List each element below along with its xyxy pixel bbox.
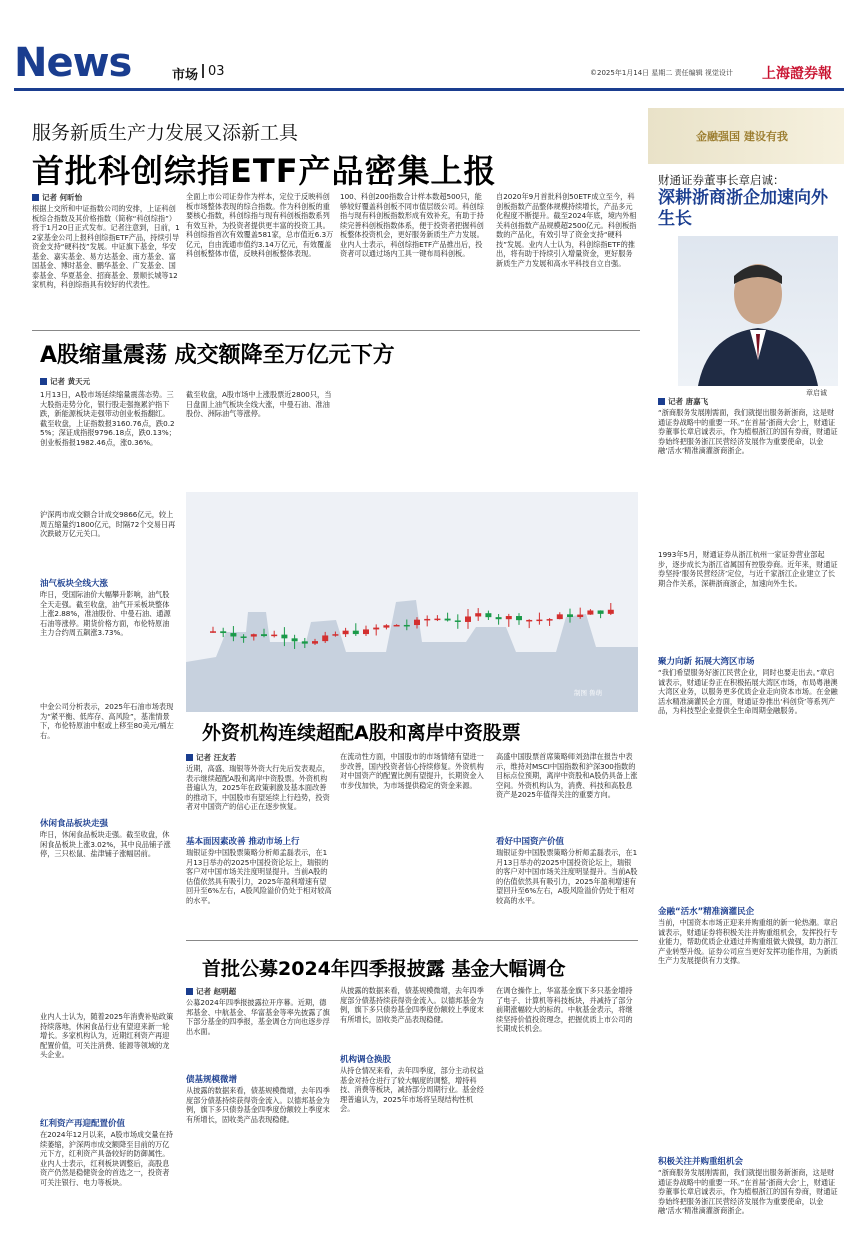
story2-byline: [40, 376, 90, 387]
candle-body: [414, 620, 420, 625]
candle-body: [312, 641, 318, 644]
ad-sub-1: 聚力向新 拓展大湾区市场: [658, 657, 755, 667]
ad-headline: 深耕浙商浙企加速向外生长: [658, 188, 828, 229]
story4-col-2: 从披露的数据来看，债基规模微增，去年四季度部分债基持续获得资金流入。以德邦基金为例，旗下多只债券基金四季度份额较上季度末有所增长，固收类产品表现稳健。: [340, 986, 484, 1024]
candle-body: [577, 615, 583, 617]
lead-col-1: 根据上交所和中证指数公司的安排，上证科创板综合指数及其价格指数（简称“科创综指”）将于1月20日正式发布。记者注意到，日前，12家基金公司上报科创综指ETF产品，持续引导资金支持“硬科技”发展。中证旗下基金，华安基金、嘉实基金、易方达基金、南方基金、富国基金、博时基金、鹏华基金、广发基金、国泰基金、华夏基金、招商基金、景顺长城等12家机构，科创综指具有较好的代表性。: [32, 204, 180, 289]
candle-body: [506, 616, 512, 619]
ad-para-3: “我们希望服务好浙江民营企业，同时也要走出去。”章启诚表示，财通证券正在积极拓展大湾区市场，布局粤港澳大湾区业务，以服务更多优质企业走向资本市场。在金融活水精准滴灌民企方面，财通证券推出‘科创贷’等系列产品，为科技型企业提供全生命周期金融服务。: [658, 668, 838, 715]
ad-panel: [648, 108, 844, 1248]
candle-body: [404, 625, 410, 627]
ad-para-2: 1993年5月，财通证券从浙江杭州一家证券营业部起步，逐步成长为浙江省属国有控股券商。近年来，财通证券坚持‘服务民营经济’定位，与近千家浙江企业建立了长期合作关系，深耕浙商浙企，加速向外生长。: [658, 550, 838, 588]
byline-marker-icon: [32, 194, 39, 201]
candle-body: [230, 633, 236, 636]
candle-body: [383, 625, 389, 627]
story2-para-7: 在2024年12月以来，A股市场成交量在持续萎缩，沪深两市成交额降至目前的万亿元下方，红利资产具备较好的防御属性。业内人士表示，红利板块调整后，高股息资产仍然是稳健资金的首选之一，投资者可关注银行、电力等板块。: [40, 1130, 173, 1187]
candle-body: [220, 631, 226, 633]
lead-byline: [32, 192, 82, 203]
story2-para-5: 昨日，休闲食品板块走强。截至收盘，休闲食品板块上涨3.02%，其中良品铺子涨停，三只松鼠、盐津铺子涨幅居前。: [40, 830, 171, 858]
lead-col-4: 自2020年9月首批科创50ETF成立至今，科创板指数产品整体规模持续增长，产品多元化程度不断提升。截至2024年底，境内外相关科创指数产品规模超2500亿元。科创板指数的产品化，有效引导了资金支持“硬科技”发展。业内人士认为，科创综指ETF的推出，将有助于持续引入增量资金，更好服务新质生产力发展和高水平科技自立自强。: [496, 192, 637, 268]
story2-divider: [32, 330, 640, 331]
story2-headline: A股缩量震荡 成交额降至万亿元下方: [40, 343, 395, 368]
story4-headline: 首批公募2024年四季报披露 基金大幅调仓: [202, 958, 566, 980]
lead-headline: 首批科创综指ETF产品密集上报: [32, 152, 497, 190]
story4-col-1: 公募2024年四季报披露拉开序幕。近期，德邦基金、中航基金、华富基金等率先披露了旗下部分基金的四季报，基金调仓方向也逐步浮出水面。: [186, 998, 330, 1036]
candle-body: [394, 625, 400, 627]
candle-body: [332, 634, 338, 636]
candle-body: [353, 631, 359, 634]
candle-body: [608, 610, 614, 614]
ad-byline: [658, 396, 708, 407]
candle-body: [292, 638, 298, 641]
story2-byline-text: 记者 黄天元: [50, 377, 91, 386]
story2-para-6: 业内人士认为，随着2025年消费补贴政策持续落地，休闲食品行业有望迎来新一轮增长。多家机构认为，近期红利资产再迎配置价值，可关注消费、能源等领域的龙头企业。: [40, 1012, 174, 1059]
news-logo: News: [14, 40, 132, 86]
chart-source: 制图 鲁萌: [574, 689, 603, 697]
candle-body: [547, 619, 553, 621]
lead-col-2: 全面上市公司证券作为样本，定位于反映科创板市场整体表现的综合指数。作为科创板的重要核心指数，科创综指与现有科创板指数系列有效互补，为投资者提供更丰富的投资工具。科创综指首次有效覆盖581家，总市值近6.3万亿元，自由流通市值约3.14万亿元，有效覆盖科创板整体市值，反映科创板整体表现。: [186, 192, 334, 258]
story3-col-3: 高盛中国股票首席策略师刘劲津在报告中表示，维持对MSCI中国指数和沪深300指数的目标点位预期，离岸中资股和A股仍具备上涨空间。外资机构认为，消费、科技和高股息资产是2025年值得关注的重要方向。: [496, 752, 638, 799]
ad-sub-3: 积极关注并购重组机会: [658, 1157, 744, 1167]
candle-body: [496, 617, 502, 619]
story3-col-1: 近期，高盛、瑞银等外资大行先后发表观点，表示继续超配A股和离岸中资股票。外资机构普遍认为，2025年在政策刺激及基本面改善的推动下，中国股市有望延续上行趋势，投资者对中国资产的信心正在逐步恢复。: [186, 764, 330, 811]
candle-body: [363, 629, 369, 634]
candle-body: [455, 620, 461, 622]
byline-marker-icon: [186, 988, 193, 995]
story2-sub-2: 休闲食品板块走强: [40, 819, 109, 829]
person-silhouette-icon: [678, 236, 838, 386]
byline-marker-icon: [658, 398, 665, 405]
story4-col-1b: 从披露的数据来看，债基规模微增，去年四季度部分债基持续获得资金流入。以德邦基金为例，旗下多只债券基金四季度份额较上季度末有所增长，固收类产品表现稳健。: [186, 1086, 330, 1124]
candle-body: [261, 634, 267, 636]
candlestick-chart: [186, 492, 638, 712]
section-divider: [202, 64, 204, 78]
story3-col-3b: 瑞银证券中国股票策略分析师孟磊表示，在1月13日举办的2025中国投资论坛上，瑞银的客户对中国市场关注度明显提升。当前A股的估值依然具有吸引力，2025年盈利增速有望回升至6%左右，A股风险溢价仍处于相对较高的水平。: [496, 848, 638, 905]
story2-sub-3: 红利资产再迎配置价值: [40, 1119, 126, 1129]
portrait-photo: [678, 236, 838, 386]
story2-sub-1: 油气板块全线大涨: [40, 579, 109, 589]
story3-sub-2: 看好中国资产价值: [496, 837, 565, 847]
candle-body: [322, 635, 328, 641]
ad-label: 财通证券董事长章启诚：: [658, 173, 785, 187]
story3-sub-1: 基本面因素改善 推动市场上行: [186, 837, 300, 847]
ad-para-1: “浙商服务发展刚需面，我们就提出服务新浙商，这是财通证券战略中的重要一环。”在首届‘浙商大会’上，财通证券董事长章启诚表示，作为植根浙江的国有券商，财通证券始终把服务浙江民营经济发展作为重要使命，以金融‘活水’精准滴灌浙商浙企。: [658, 408, 838, 455]
story2-para-2: 沪深两市成交额合计成交9866亿元，较上周五缩量约1800亿元，时隔72个交易日再次跌破万亿元关口。: [40, 510, 176, 538]
story3-byline-text: 记者 汪友若: [196, 753, 237, 762]
story3-col-2: 在流动性方面，中国股市的市场情绪有望进一步改善，国内投资者信心持续修复。外资机构对中国资产的配置比例有望提升，长期资金入市步伐加快，为市场提供稳定的资金来源。: [340, 752, 484, 790]
candlestick-svg: [186, 492, 638, 712]
candle-body: [434, 619, 440, 621]
lead-col-3: 100、科创200指数合计样本数超500只，能够较好覆盖科创板不同市值层级公司。科创综指与现有科创板指数形成有效补充，有助于持续完善科创板指数体系，便于投资者把握科创板整体投资机会，更好服务新质生产力发展。业内人士表示，科创综指ETF产品推出后，投资者可以通过场内工具一键布局科创板。: [340, 192, 484, 258]
section-label: 市场: [172, 68, 199, 83]
ad-banner-text: 金融强国 建设有我: [696, 130, 788, 143]
masthead: [0, 0, 858, 100]
story3-col-1b: 瑞银证券中国股票策略分析师孟磊表示，在1月13日举办的2025中国投资论坛上，瑞银的客户对中国市场关注度明显提升。当前A股的估值依然具有吸引力，2025年盈利增速有望回升至6%左右，A股风险溢价仍处于相对较高的水平。: [186, 848, 332, 905]
story4-sub-2: 机构调仓换股: [340, 1055, 392, 1065]
story2-para-1: 1月13日，A股市场延续缩量震荡态势。三大股指走势分化，银行股走强拖累沪指下跌，新能源板块走强带动创业板指翻红。截至收盘，上证指数报3160.76点，跌0.25%；深证成指报9796.18点，跌0.13%；创业板指报1982.46点，涨0.36%。: [40, 390, 176, 447]
candle-body: [210, 631, 216, 633]
ad-banner: [648, 108, 844, 164]
lead-kicker: 服务新质生产力发展又添新工具: [32, 122, 299, 144]
story2-col2-text: 截至收盘，A股市场中上涨股票近2800只，当日盘面上油气板块全线大涨，中曼石油、准油股份、洲际油气等涨停。: [186, 390, 332, 418]
ad-byline-text: 记者 唐嘉飞: [668, 397, 709, 406]
lead-byline-text: 记者 何昕怡: [42, 193, 83, 202]
candle-body: [302, 641, 308, 643]
byline-marker-icon: [186, 754, 193, 761]
date-line: ©2025年1月14日 星期二 责任编辑 视觉设计: [590, 69, 733, 77]
candle-body: [465, 616, 471, 621]
candle-body: [516, 616, 522, 620]
byline-marker-icon: [40, 378, 47, 385]
candle-body: [343, 631, 349, 635]
story2-para-4: 中金公司分析表示，2025年石油市场表现为“紧平衡、低库存、高风险”，基准情景下，布伦特原油中枢或上移至80美元/桶左右。: [40, 702, 174, 740]
masthead-rule: [14, 88, 844, 91]
ad-para-5: “浙商服务发展刚需面，我们就提出服务新浙商，这是财通证券战略中的重要一环。”在首届‘浙商大会’上，财通证券董事长章启诚表示，作为植根浙江的国有券商，财通证券始终把服务浙江民营经济发展作为重要使命，以金融‘活水’精准滴灌浙商浙企。: [658, 1168, 838, 1215]
candle-body: [271, 635, 277, 637]
ad-para-4: 当前，中国资本市场正迎来并购重组的新一轮热潮。章启诚表示，财通证券将积极关注并购重组机会，发挥投行专业能力，帮助优质企业通过并购重组做大做强，助力浙江产业转型升级。证券公司应当更好发挥功能作用，为新质生产力发展提供有力支撑。: [658, 918, 838, 965]
candle-body: [475, 613, 481, 616]
candle-body: [567, 614, 573, 617]
candle-body: [241, 636, 247, 638]
ad-sub-2: 金融“活水”精准滴灌民企: [658, 907, 755, 917]
story3-byline: [186, 752, 236, 763]
candle-body: [281, 635, 287, 639]
story4-byline: [186, 986, 236, 997]
story3-headline: 外资机构连续超配A股和离岸中资股票: [202, 722, 521, 744]
story4-divider: [186, 940, 638, 941]
candle-body: [251, 634, 257, 636]
candle-body: [445, 619, 451, 621]
candle-body: [485, 613, 491, 617]
candle-body: [373, 628, 379, 630]
story4-col-3: 在调仓操作上，华富基金旗下多只基金增持了电子、计算机等科技板块，并减持了部分前期涨幅较大的标的。中航基金表示，将继续坚持价值投资理念，把握优质上市公司的长期成长机会。: [496, 986, 633, 1033]
candle-body: [587, 610, 593, 614]
portrait-caption: 章启诚: [806, 389, 827, 397]
story4-sub-1: 债基规模微增: [186, 1075, 238, 1085]
story4-byline-text: 记者 赵明超: [196, 987, 237, 996]
story4-col-2b: 从持仓情况来看，去年四季度，部分主动权益基金对持仓进行了较大幅度的调整，增持科技、消费等板块，减持部分周期行业。基金经理普遍认为，2025年市场将呈现结构性机会。: [340, 1066, 484, 1113]
candle-body: [598, 610, 604, 613]
story2-para-3: 昨日，受国际油价大幅攀升影响，油气股全天走强。截至收盘，油气开采板块整体上涨2.88%，准油股份、中曼石油、通源石油等涨停。期货价格方面，布伦特原油主力合约周五飙涨3.73%。: [40, 590, 171, 637]
candle-body: [536, 620, 542, 622]
candle-body: [526, 620, 532, 622]
candle-body: [557, 614, 563, 619]
page-number: 03: [208, 64, 225, 79]
candle-body: [424, 619, 430, 621]
paper-name-logo: 上海證券報: [762, 66, 832, 82]
